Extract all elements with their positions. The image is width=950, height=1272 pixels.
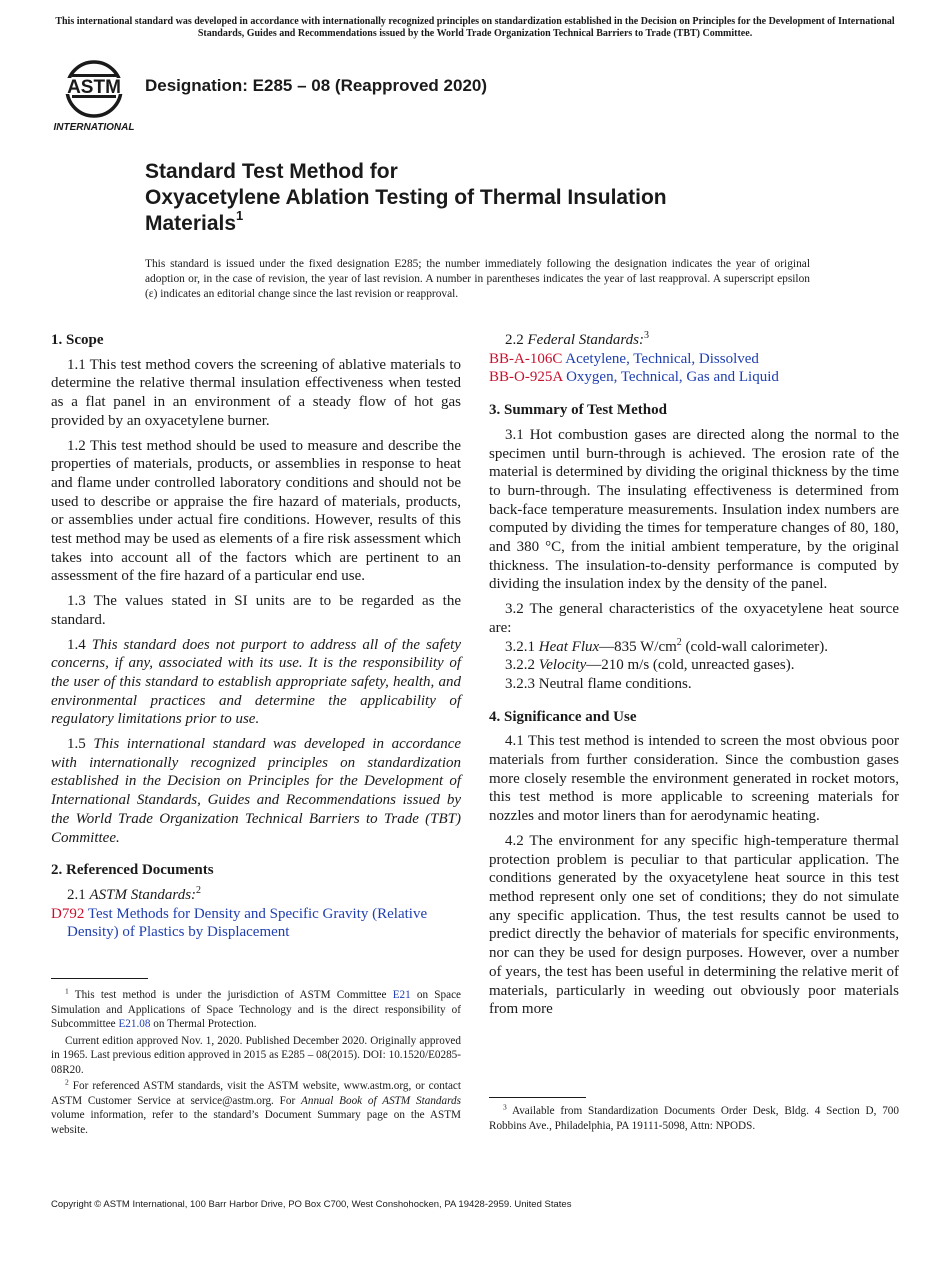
bb-a-106c-title-link[interactable]: Acetylene, Technical, Dissolved	[565, 350, 759, 367]
section-2-heading: 2. Referenced Documents	[51, 862, 214, 879]
paragraph-3-1: 3.1 Hot combustion gases are directed along the normal to the specimen until burn-through is achieved. The erosion rate of the material is determined by dividing the original thickness by the time to burn-through. The insulating effectiveness is determined from back-face temperature measurements. Insulation index numbers are computed by dividing the times for temperature changes of 80, 180, and 380 °C, from the initial ambient temperature, by the original thickness. The insulation-to-density performance is computed by dividing the insulation index by the density of the panel.	[489, 426, 899, 593]
paragraph-1-3: 1.3 The values stated in SI units are to be regarded as the standard.	[51, 593, 461, 628]
astm-logo	[52, 58, 136, 134]
footnotes-left	[51, 988, 461, 1139]
paragraph-3-2: 3.2 The general characteristics of the oxyacetylene heat source are:	[489, 601, 899, 636]
d792-title-link[interactable]: Test Methods for Density and Specific Gravity (Relative Density) of Plastics by Displacement	[67, 905, 428, 941]
section-3-heading: 3. Summary of Test Method	[489, 402, 667, 419]
footnote-3: $^3$ Available from Standardization Documents Order Desk, Bldg. 4 Section D, 700 Robbins Ave., Philadelphia, PA 19111-5098, Attn: NPODS.	[489, 1102, 899, 1132]
paragraph-4-2: 4.2 The environment for any specific high-temperature thermal protection problem is peculiar to that particular application. The conditions generated by the oxyacetylene heat source in this test method represent only one set of conditions; they do not simulate any specific application. Thus, the test results cannot be used to predict directly the behavior of materials for specific environments, nor can they be used for design purposes. However, over a number of years, the test has been useful in determining the relative merit of materials, particularly in weeding out obviously poor materials from more	[489, 832, 899, 1018]
paragraph-3-2-3: 3.2.3 Neutral flame conditions.	[505, 675, 692, 692]
document-title	[145, 159, 845, 237]
e21-link[interactable]: E21	[392, 989, 411, 1001]
logo-caption: INTERNATIONAL	[53, 122, 135, 133]
title-line-2: Oxyacetylene Ablation Testing of Thermal Insulation	[145, 186, 667, 209]
designation: Designation: E285 – 08 (Reapproved 2020)	[145, 76, 488, 95]
footnote-1: $^1$ This test method is under the jurisdiction of ASTM Committee E21 on Space Simulation and Applications of Space Technology and is the direct responsibility of Subcommittee E21.08 on Thermal Protection.	[51, 986, 461, 1030]
footnotes-right	[489, 1104, 899, 1135]
left-column	[51, 331, 461, 942]
copyright: Copyright © ASTM International, 100 Barr Harbor Drive, PO Box C700, West Conshohocken, PA 19428-2959. United States	[51, 1199, 572, 1210]
bb-a-106c-code-link[interactable]: BB-A-106C	[489, 350, 563, 367]
footnote-2: $^2$ For referenced ASTM standards, visit the ASTM website, www.astm.org, or contact ASTM Customer Service at service@astm.org. For Annual Book of ASTM Standards volume information, refer to the standard’s Document Summary page on the ASTM website.	[51, 1077, 461, 1136]
title-line-3: Materials$^1$	[145, 208, 244, 235]
paragraph-1-1: 1.1 This test method covers the screening of ablative materials to determine the relative thermal insulation effectiveness when tested as a flat panel in an environment of a steady flow of hot gas provided by an oxyacetylene burner.	[51, 356, 461, 429]
paragraph-3-2-2: 3.2.2 Velocity—210 m/s (cold, unreacted gases).	[505, 657, 795, 674]
paragraph-1-4: 1.4 This standard does not purport to address all of the safety concerns, if any, associated with its use. It is the responsibility of the user of this standard to establish appropriate safety, health, and environmental practices and determine the applicability of regulatory limitations prior to use.	[51, 636, 462, 728]
paragraph-4-1: 4.1 This test method is intended to screen the most obvious poor materials from further consideration. Since the combustion gases more closely resemble the environment generated in rocket motors, this test method is more applicable to screening materials for nozzles and motor liners than for aerodynamic heating.	[489, 733, 899, 825]
logo-text: ASTM	[67, 77, 121, 98]
section-1-heading: 1. Scope	[51, 332, 104, 348]
federal-standards-label: 2.2 Federal Standards:$^3$	[505, 330, 650, 348]
title-line-1: Standard Test Method for	[145, 160, 398, 183]
paragraph-1-5: 1.5 This international standard was developed in accordance with internationally recognized principles on standardization established in the Decision on Principles for the Development of International Standards, Guides and Recommendations issued by the World Trade Organization Technical Barriers to Trade (TBT) Committee.	[51, 736, 462, 846]
standardization-notice: This international standard was developed in accordance with internationally recognized principles on standardization established in the Decision on Principles for the Development of International Standards, Guides and Recommendations issued by the World Trade Organization Technical Barriers to Trade (TBT) Committee.	[55, 16, 895, 39]
title-footnote-ref[interactable]: 1	[236, 208, 244, 223]
bb-o-925a-title-link[interactable]: Oxygen, Technical, Gas and Liquid	[566, 369, 779, 386]
bb-o-925a-code-link[interactable]: BB-O-925A	[489, 369, 563, 386]
e21-08-link[interactable]: E21.08	[118, 1018, 151, 1030]
issued-note: This standard is issued under the fixed designation E285; the number immediately following the designation indicates the year of original adoption or, in the case of revision, the year of last revision. A number in parentheses indicates the year of last reapproval. A superscript epsilon (ε) indicates an editorial change since the last revision or reapproval.	[145, 258, 810, 300]
astm-standards-label: 2.1 ASTM Standards:$^2$	[67, 884, 202, 903]
paragraph-3-2-1: 3.2.1 Heat Flux—835 $W/cm^2$ (cold-wall calorimeter).	[505, 636, 828, 655]
right-column	[489, 331, 899, 1025]
section-4-heading: 4. Significance and Use	[489, 708, 637, 725]
footnote-rule-left	[51, 978, 148, 979]
reference-bb-a-106c[interactable]	[489, 350, 899, 369]
footnote-rule-right	[489, 1097, 586, 1098]
d792-code-link[interactable]: D792	[51, 905, 85, 922]
reference-d792[interactable]	[51, 905, 461, 942]
paragraph-1-2: 1.2 This test method should be used to measure and describe the properties of materials, products, or assemblies in response to heat and flame under controlled laboratory conditions and should not be used to describe or appraise the fire hazard of materials, products, or assemblies under actual fire conditions. However, results of this test method may be used as elements of a fire risk assessment which takes into account all of the factors which are pertinent to an assessment of the fire hazard of a particular end use.	[51, 437, 461, 585]
reference-bb-o-925a[interactable]	[489, 368, 899, 387]
footnote-1-edition: Current edition approved Nov. 1, 2020. Published December 2020. Originally approved in 1965. Last previous edition approved in 2015 as E285 – 08(2015). DOI: 10.1520/E0285-08R20.	[51, 1034, 461, 1076]
